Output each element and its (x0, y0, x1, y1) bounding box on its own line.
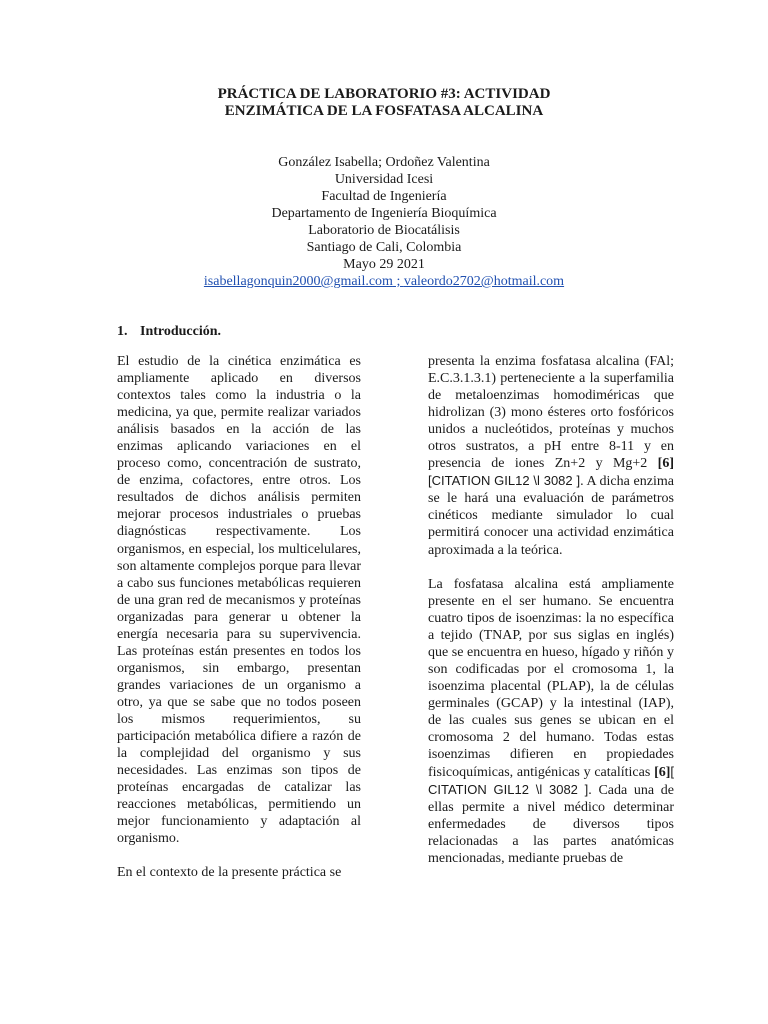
citation-field-1: [CITATION GIL12 \l 3082 ] (428, 473, 581, 489)
author-names: González Isabella; Ordoñez Valentina (278, 155, 490, 170)
citation-ref-2: [6] (654, 765, 671, 781)
laboratory: Laboratorio de Biocatálisis (308, 223, 460, 238)
paper-title (0, 86, 768, 120)
right-paragraph-2 (428, 576, 674, 868)
left-paragraph-2: En el contexto de la presente práctica se (117, 865, 342, 881)
email-separator: ; (392, 274, 404, 289)
right-p1-tail: . A dicha enzima se le hará una evaluación de parámetros cinéticos mediante simulador lo cual permitirá conocer una actividad enzimática aproximada a la teórica. (428, 474, 674, 558)
right-column (428, 353, 674, 884)
city: Santiago de Cali, Colombia (306, 240, 462, 255)
date: Mayo 29 2021 (343, 257, 425, 272)
title-line-1: PRÁCTICA DE LABORATORIO #3: ACTIVIDAD (217, 86, 551, 102)
section-title: Introducción. (140, 324, 222, 339)
email-line (0, 273, 768, 290)
section-heading (117, 323, 221, 340)
title-line-2: ENZIMÁTICA DE LA FOSFATASA ALCALINA (224, 103, 544, 119)
right-p1-text: presenta la enzima fosfatasa alcalina (FAl; E.C.3.1.3.1) perteneciente a la superfamilia de metaloenzimas homodiméricas que hidrolizan (3) mono ésteres orto fosfóricos unidos a nucleótidos, proteínas y muchos otros sustratos, a pH entre 8-11 y en presencia de iones Zn+2 y Mg+2 (428, 354, 674, 472)
right-p2-tail: . Cada una de ellas permite a nivel médico determinar enfermedades de diversos tipos relacionadas a las partes anatómicas mencionadas, mediante pruebas de (428, 783, 674, 867)
faculty: Facultad de Ingeniería (321, 189, 447, 204)
left-paragraph-1: El estudio de la cinética enzimática es ampliamente aplicado en diversos contextos tales como la industria o la medicina, ya que, permite realizar variados análisis basados en la acción de las enzimas aplicando variaciones en el proceso como, concentración de sustrato, de enzima, cofactores, entre otros. Los resultados de dichos análisis permiten mejorar procesos industriales o pruebas diagnósticas respectivamente. Los organismos, en especial, los multicelulares, son altamente complejos porque para llevar a cabo sus funciones metabólicas requieren de una gran red de mecanismos y proteínas organizadas para generar u obtener la energía necesaria para su supervivencia. Las proteínas están presentes en todos los organismos, sin embargo, presentan grandes variaciones de un organismo a otro, ya que se sabe que no todos poseen los mismos requerimientos, su participación metabólica difiere a razón de la complejidad del organismo y sus necesidades. Las enzimas son tipos de proteínas encargadas de catalizar las reacciones metabólicas, permitiendo un mejor funcionamiento y adaptación al organismo. (117, 354, 361, 847)
citation-field-2: [ CITATION GIL12 \l 3082 ] (428, 764, 675, 798)
email-link-2[interactable]: valeordo2702@hotmail.com (403, 274, 565, 289)
right-paragraph-1 (428, 353, 674, 559)
citation-ref-1: [6] (657, 456, 674, 472)
right-p2-text: La fosfatasa alcalina está ampliamente presente en el ser humano. Se encuentra cuatro tipos de isoenzimas: la no específica a tejido (TNAP, por sus siglas en inglés) que se encuentra en hueso, hígado y riñón y son codificadas por el cromosoma 1, la isoenzima placental (PLAP), la de células germinales (GCAP) y la intestinal (IAP), de las cuales sus genes se ubican en el cromosoma 2 del humano. Todas estas isoenzimas difieren en propiedades fisicoquímicas, antigénicas y catalíticas (428, 576, 674, 781)
department: Departamento de Ingeniería Bioquímica (271, 206, 497, 221)
email-link-1[interactable]: isabellagonquin2000@gmail.com (203, 274, 393, 289)
left-column (117, 353, 361, 898)
section-number: 1. (117, 324, 128, 339)
author-block (0, 154, 768, 290)
university: Universidad Icesi (334, 172, 434, 187)
